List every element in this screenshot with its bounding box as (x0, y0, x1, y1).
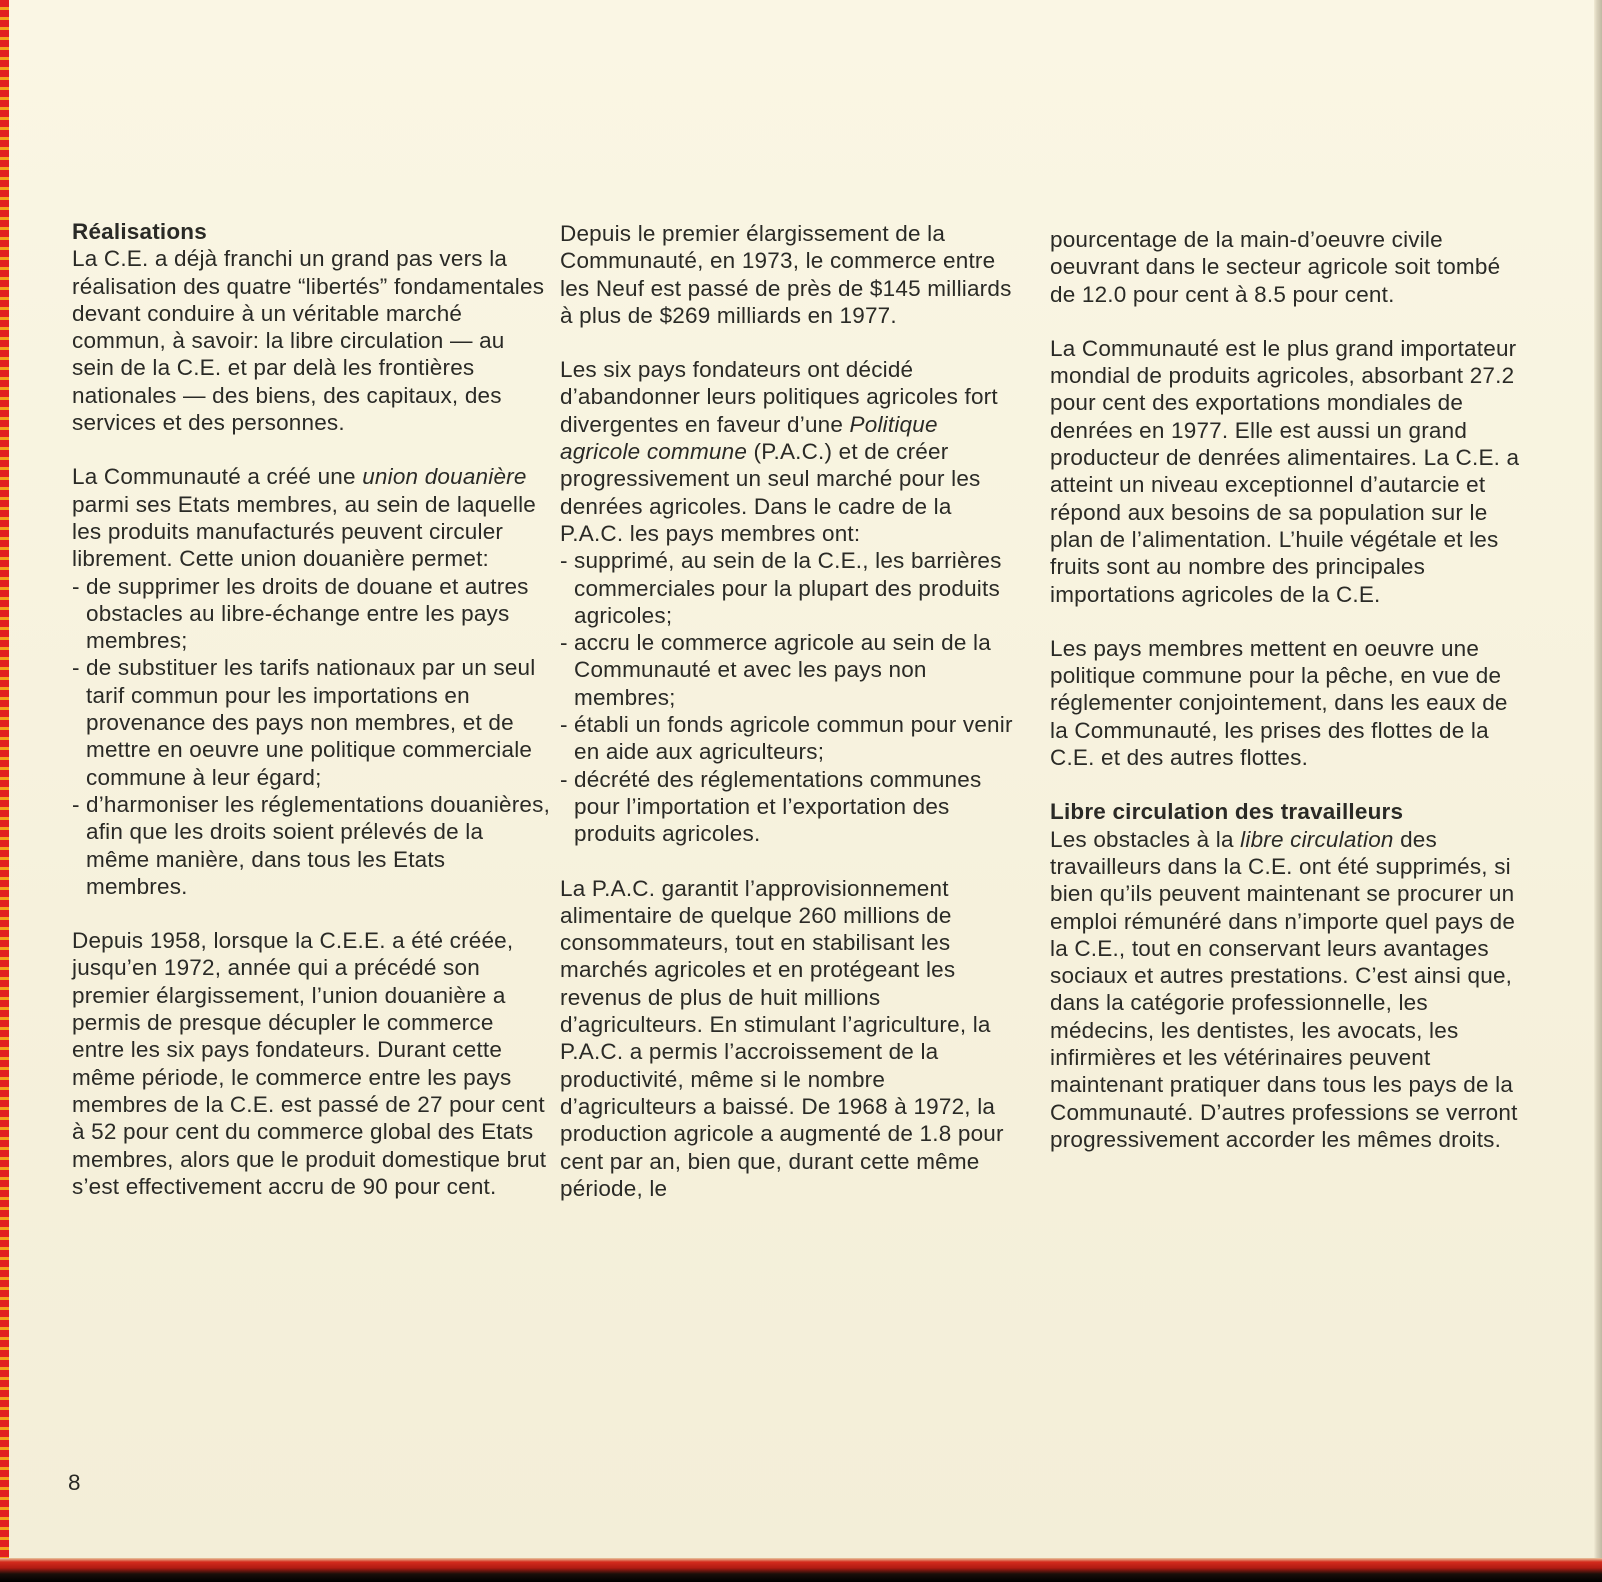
list-item: - de supprimer les droits de douane et autres obstacles au libre-échange entre les pays membres; (72, 573, 529, 654)
section-heading-realisations: Réalisations (72, 219, 207, 244)
text-run: Les six pays fondateurs ont décidé d’abandonner leurs politiques agricoles fort divergentes en faveur d’une (560, 357, 998, 437)
section-heading-libre-circulation: Libre circulation des travailleurs (1050, 799, 1404, 825)
list-item: - d’harmoniser les réglementations douanières, afin que les droits soient prélevés de la même manière, dans tous les Etats membres. (72, 791, 551, 899)
column-3 (1050, 226, 1520, 1153)
emphasis-text: libre circulation (1240, 826, 1394, 852)
paragraph: La Communauté est le plus grand importateur mondial de produits agricoles, absorbant 27.2 pour cent des exportations mondiales de denrées en 1977. Elle est aussi un grand producteur de denrées alimentaires. La C.E. a atteint un niveau exceptionnel d’autarcie et répond aux besoins de sa population sur le plan de l’alimentation. L’huile végétale et les fruits sont au nombre des principales importations agricoles de la C.E. (1050, 335, 1520, 607)
page-number: 8 (68, 1470, 81, 1495)
paragraph: Depuis 1958, lorsque la C.E.E. a été créée, jusqu’en 1972, année qui a précédé son premier élargissement, l’union douanière a permis de presque décupler le commerce entre les six pays fondateurs. Durant cette même période, le commerce entre les pays membres de la C.E. est passé de 27 pour cent à 52 pour cent du commerce global des Etats membres, alors que le produit domestique brut s’est effectivement accru de 90 pour cent. (72, 928, 547, 1199)
paragraph: La C.E. a déjà franchi un grand pas vers la réalisation des quatre “libertés” fondamentales devant conduire à un véritable marché commun, à savoir: la libre circulation — au sein de la C.E. et par delà les frontières nationales — des biens, des capitaux, des services et des personnes. (72, 246, 545, 436)
list-item: - accru le commerce agricole au sein de la Communauté et avec les pays non membres; (560, 630, 991, 710)
emphasis-text: union douanière (362, 464, 527, 490)
bottom-page-edge (0, 1558, 1602, 1582)
column-2 (560, 220, 1020, 1202)
list-item: - établi un fonds agricole commun pour venir en aide aux agriculteurs; (560, 712, 1013, 765)
paragraph: Depuis le premier élargissement de la Communauté, en 1973, le commerce entre les Neuf est passé de près de $145 milliards à plus de $269 milliards en 1977. (560, 221, 1012, 328)
list-item: - décrété des réglementations communes pour l’importation et l’exportation des produits agricoles. (560, 766, 982, 847)
emphasis-text: Politique agricole commune (560, 411, 938, 465)
text-run: (P.A.C.) et de créer progressivement un seul marché pour les denrées agricoles. Dans le cadre de la P.A.C. les pays membres ont: (560, 439, 981, 546)
paragraph (72, 463, 552, 572)
text-run: parmi ses Etats membres, au sein de laquelle les produits manufacturés peuvent circuler librement. Cette union douanière permet: (72, 491, 537, 572)
paragraph (1050, 826, 1520, 1154)
text-run: des travailleurs dans la C.E. ont été supprimés, si bien qu’ils peuvent maintenant se procurer un emploi rémunéré dans n’importe quel pays de la C.E., tout en conservant leurs avantages sociaux et autres prestations. C’est ainsi que, dans la catégorie professionnelle, les médecins, les dentistes, les avocats, les infirmières et les vétérinaires peuvent maintenant pratiquer dans tous les pays de la Communauté. D’autres professions se verront progressivement accorder les mêmes droits. (1050, 826, 1518, 1152)
column-1 (72, 218, 552, 1200)
right-page-edge (1594, 0, 1602, 1582)
paragraph (560, 356, 1020, 547)
text-run: Les obstacles à la (1050, 826, 1241, 852)
list-item: - supprimé, au sein de la C.E., les barrières commerciales pour la plupart des produits agricoles; (560, 548, 1002, 628)
paragraph: pourcentage de la main-d’oeuvre civile oeuvrant dans le secteur agricole soit tombé de 12.0 pour cent à 8.5 pour cent. (1050, 227, 1501, 307)
left-page-edge (0, 0, 9, 1582)
text-run: La Communauté a créé une (72, 464, 363, 490)
paragraph: Les pays membres mettent en oeuvre une politique commune pour la pêche, en vue de réglementer conjointement, dans les eaux de la Communauté, les prises des flottes de la C.E. et des autres flottes. (1050, 635, 1508, 771)
paragraph: La P.A.C. garantit l’approvisionnement alimentaire de quelque 260 millions de consommateurs, tout en stabilisant les marchés agricoles et en protégeant les revenus de plus de huit millions d’agriculteurs. En stimulant l’agriculture, la P.A.C. a permis l’accroissement de la productivité, même si le nombre d’agriculteurs a baissé. De 1968 à 1972, la production agricole a augmenté de 1.8 pour cent par an, bien que, durant cette même période, le (560, 875, 1004, 1201)
list-item: - de substituer les tarifs nationaux par un seul tarif commun pour les importations en provenance des pays non membres, et de mettre en oeuvre une politique commerciale commune à leur égard; (72, 655, 536, 790)
